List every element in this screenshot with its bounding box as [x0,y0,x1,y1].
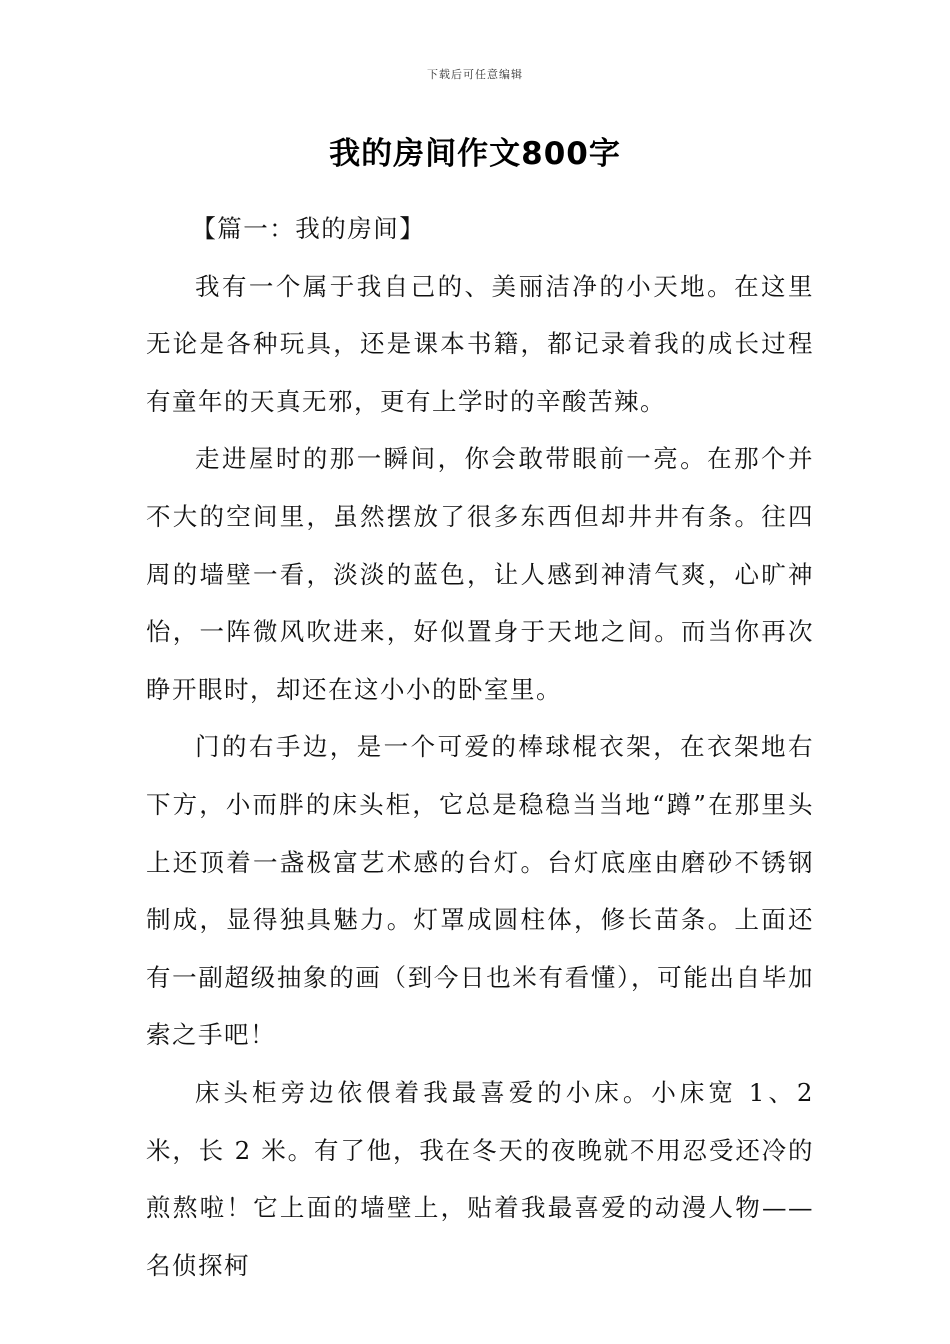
paragraph-4: 床头柜旁边依偎着我最喜爱的小床。小床宽 1、2 米，长 2 米。有了他，我在冬天的夜晚就不用忍受还冷的煎熬啦！它上面的墙壁上，贴着我最喜爱的动漫人物——名侦探柯 [146,1077,814,1280]
paragraph-1: 我有一个属于我自己的、美丽洁净的小天地。在这里无论是各种玩具，还是课本书籍，都记录着我的成长过程有童年的天真无邪，更有上学时的辛酸苦辣。 [146,271,814,416]
header-note: 下载后可任意编辑 [427,68,523,81]
paragraph-2: 走进屋时的那一瞬间，你会敢带眼前一亮。在那个并不大的空间里，虽然摆放了很多东西但却井井有条。往四周的墙壁一看，淡淡的蓝色，让人感到神清气爽，心旷神怡，一阵微风吹进来，好似置身于天地之间。而当你再次睁开眼时，却还在这小小的卧室里。 [146,444,814,704]
section-heading: 【篇一：我的房间】 [191,214,426,243]
document-body [146,200,814,1294]
paragraph-3: 门的右手边，是一个可爱的棒球棍衣架，在衣架地右下方，小而胖的床头柜，它总是稳稳当当地“蹲”在那里头上还顶着一盏极富艺术感的台灯。台灯底座由磨砂不锈钢制成，显得独具魅力。灯罩成圆柱体，修长苗条。上面还有一副超级抽象的画（到今日也米有看懂），可能出自毕加索之手吧！ [146,732,814,1050]
document-title: 我的房间作文800字 [329,136,621,172]
